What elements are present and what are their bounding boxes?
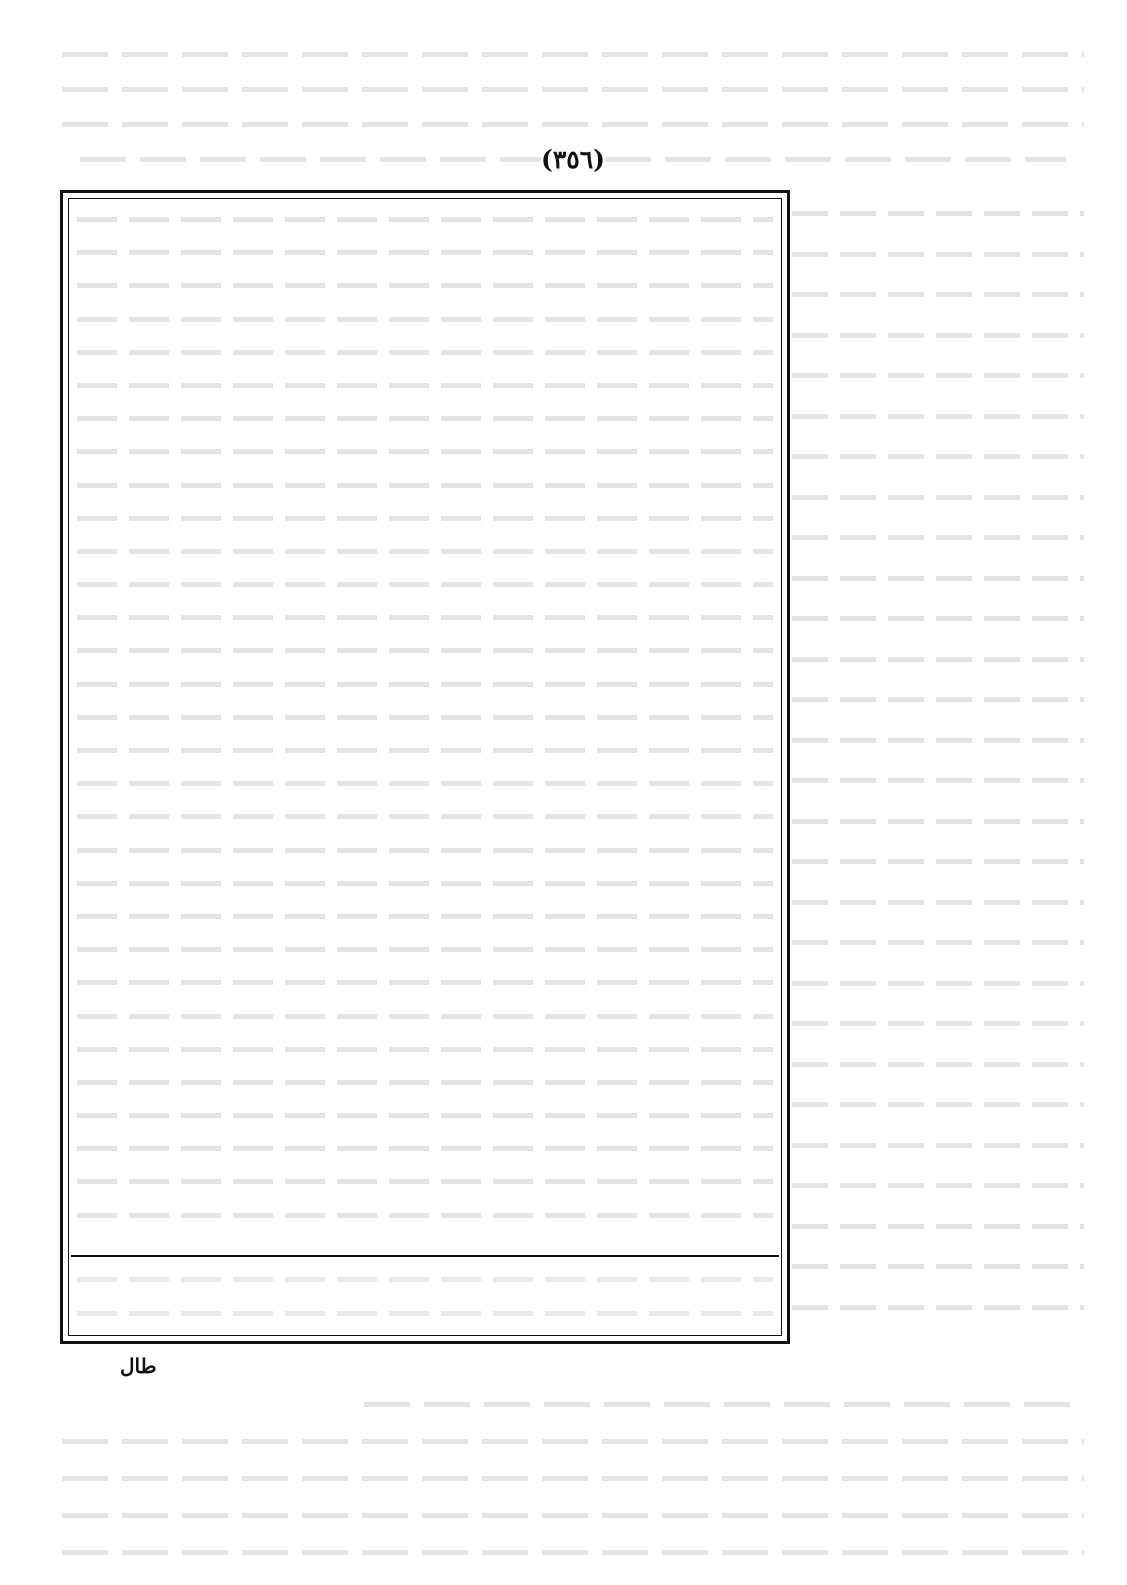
margin-text-line bbox=[792, 559, 1084, 600]
margin-text-line bbox=[792, 964, 1084, 1005]
margin-text-line bbox=[792, 599, 1084, 640]
margin-text-line bbox=[792, 680, 1084, 721]
margin-text-line bbox=[792, 235, 1084, 276]
margin-text-line bbox=[792, 478, 1084, 519]
main-text-line bbox=[77, 767, 773, 800]
margin-commentary-column bbox=[792, 194, 1084, 1354]
bottom-text-line bbox=[62, 1460, 1084, 1497]
margin-text-line bbox=[792, 1288, 1084, 1329]
margin-text-line bbox=[792, 1126, 1084, 1167]
catchword: طال bbox=[120, 1354, 157, 1378]
margin-text-line bbox=[792, 721, 1084, 762]
margin-text-line bbox=[792, 437, 1084, 478]
footnote-line bbox=[77, 1297, 773, 1331]
margin-text-line bbox=[792, 842, 1084, 883]
main-text-line bbox=[77, 1033, 773, 1066]
margin-text-line bbox=[792, 397, 1084, 438]
margin-text-line bbox=[792, 356, 1084, 397]
bottom-text-line bbox=[62, 1534, 1084, 1571]
main-text-line bbox=[77, 1132, 773, 1165]
page-number: (٣٥٦) bbox=[541, 145, 605, 174]
main-text-line bbox=[77, 435, 773, 468]
margin-text-line bbox=[792, 1207, 1084, 1248]
main-text-line bbox=[77, 900, 773, 933]
main-text-line bbox=[77, 1066, 773, 1099]
main-text-line bbox=[77, 867, 773, 900]
footnotes-block bbox=[77, 1263, 773, 1333]
main-text-line bbox=[77, 966, 773, 999]
footnote-divider bbox=[71, 1255, 779, 1257]
main-text-line bbox=[77, 269, 773, 302]
main-text-line bbox=[77, 1099, 773, 1132]
main-text-line bbox=[77, 336, 773, 369]
top-text-line bbox=[62, 110, 1084, 139]
margin-text-line bbox=[792, 923, 1084, 964]
main-text-line bbox=[77, 303, 773, 336]
text-frame bbox=[60, 190, 790, 1344]
main-text-line bbox=[77, 734, 773, 767]
margin-text-line bbox=[792, 1247, 1084, 1288]
margin-text-line bbox=[792, 802, 1084, 843]
bottom-text-line bbox=[62, 1386, 1084, 1423]
main-text-line bbox=[77, 203, 773, 236]
footnote-line bbox=[77, 1263, 773, 1297]
main-text-line bbox=[77, 800, 773, 833]
top-text-block bbox=[62, 40, 1084, 180]
main-text-line bbox=[77, 402, 773, 435]
main-text-line bbox=[77, 933, 773, 966]
main-text-line bbox=[77, 601, 773, 634]
main-text-line bbox=[77, 834, 773, 867]
main-text-line bbox=[77, 1000, 773, 1033]
main-text-line bbox=[77, 634, 773, 667]
top-text-line bbox=[62, 75, 1084, 104]
main-text-line bbox=[77, 469, 773, 502]
margin-text-line bbox=[792, 518, 1084, 559]
main-text-line bbox=[77, 369, 773, 402]
main-text-line bbox=[77, 236, 773, 269]
main-text-line bbox=[77, 668, 773, 701]
running-head-line bbox=[62, 145, 1084, 174]
margin-text-line bbox=[792, 1166, 1084, 1207]
main-text-line bbox=[77, 568, 773, 601]
bottom-text-line bbox=[62, 1497, 1084, 1534]
main-text-line bbox=[77, 1199, 773, 1232]
bottom-text-line bbox=[62, 1423, 1084, 1460]
top-text-line bbox=[62, 40, 1084, 69]
margin-text-line bbox=[792, 761, 1084, 802]
margin-text-line bbox=[792, 316, 1084, 357]
margin-text-line bbox=[792, 640, 1084, 681]
margin-text-line bbox=[792, 1045, 1084, 1086]
main-text-block bbox=[77, 203, 773, 1248]
main-text-line bbox=[77, 701, 773, 734]
main-text-line bbox=[77, 502, 773, 535]
margin-text-line bbox=[792, 194, 1084, 235]
main-text-line bbox=[77, 1165, 773, 1198]
margin-text-line bbox=[792, 1004, 1084, 1045]
margin-text-line bbox=[792, 883, 1084, 924]
margin-text-line bbox=[792, 275, 1084, 316]
margin-text-line bbox=[792, 1085, 1084, 1126]
main-text-line bbox=[77, 535, 773, 568]
bottom-text-block bbox=[62, 1386, 1084, 1571]
